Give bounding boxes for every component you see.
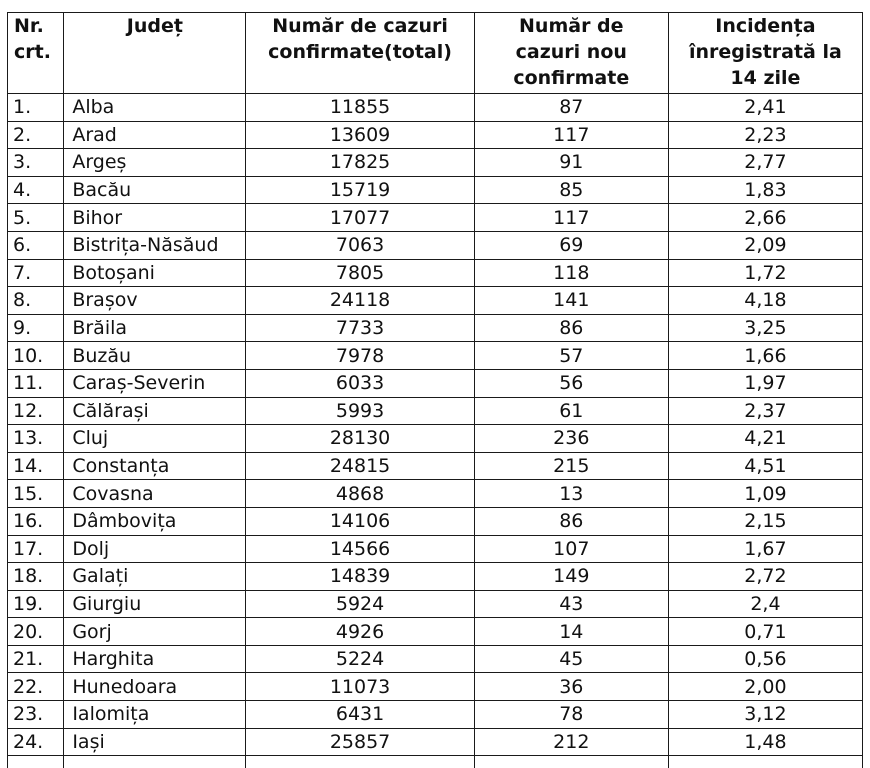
cell-judet: Brăila: [64, 314, 246, 342]
cell-incidence: 4,21: [668, 425, 862, 453]
cell-incidence: 2,00: [668, 673, 862, 701]
table-row: [8, 673, 863, 701]
cell-total-confirmed: 24118: [246, 287, 474, 315]
cell-nr: 18.: [8, 563, 64, 591]
cell-empty: [474, 756, 668, 768]
cell-judet: Constanța: [64, 452, 246, 480]
cell-total-confirmed: 28130: [246, 425, 474, 453]
cell-nr: 11.: [8, 369, 64, 397]
cell-empty: [64, 756, 246, 768]
cell-new-confirmed: 86: [474, 314, 668, 342]
cell-incidence: 1,66: [668, 342, 862, 370]
cell-judet: Hunedoara: [64, 673, 246, 701]
cell-incidence: 1,09: [668, 480, 862, 508]
header-nr-crt: [8, 13, 64, 94]
cell-judet: Cluj: [64, 425, 246, 453]
table-row: [8, 231, 863, 259]
cell-new-confirmed: 87: [474, 94, 668, 122]
cell-total-confirmed: 6431: [246, 701, 474, 729]
cell-judet: Iași: [64, 728, 246, 756]
cell-judet: Giurgiu: [64, 590, 246, 618]
table-body: [8, 94, 863, 768]
header-line: cazuri nou: [515, 41, 627, 63]
header-line: Număr de: [519, 15, 624, 37]
cell-total-confirmed: 5924: [246, 590, 474, 618]
table-row: [8, 176, 863, 204]
cell-judet: Argeș: [64, 149, 246, 177]
cell-new-confirmed: 141: [474, 287, 668, 315]
header-line: confirmate: [513, 67, 630, 89]
cell-judet: Arad: [64, 121, 246, 149]
cell-incidence: 2,15: [668, 507, 862, 535]
header-line: confirmate(total): [268, 41, 452, 63]
cell-total-confirmed: 7805: [246, 259, 474, 287]
covid-county-table: [7, 12, 863, 768]
table-row: [8, 94, 863, 122]
cell-total-confirmed: 14106: [246, 507, 474, 535]
cell-incidence: 1,67: [668, 535, 862, 563]
cell-judet: Covasna: [64, 480, 246, 508]
header-row: [8, 13, 863, 94]
cell-total-confirmed: 13609: [246, 121, 474, 149]
cell-nr: 23.: [8, 701, 64, 729]
cell-incidence: 0,56: [668, 645, 862, 673]
cell-new-confirmed: 61: [474, 397, 668, 425]
cell-nr: 12.: [8, 397, 64, 425]
cell-total-confirmed: 17825: [246, 149, 474, 177]
cell-incidence: 3,25: [668, 314, 862, 342]
cell-incidence: 1,48: [668, 728, 862, 756]
cell-new-confirmed: 118: [474, 259, 668, 287]
cell-new-confirmed: 85: [474, 176, 668, 204]
cell-new-confirmed: 117: [474, 204, 668, 232]
cell-nr: 3.: [8, 149, 64, 177]
table-header: [8, 13, 863, 94]
cell-new-confirmed: 149: [474, 563, 668, 591]
cell-judet: Alba: [64, 94, 246, 122]
cell-new-confirmed: 117: [474, 121, 668, 149]
table-row: [8, 645, 863, 673]
cell-new-confirmed: 14: [474, 618, 668, 646]
table-row: [8, 204, 863, 232]
cell-total-confirmed: 24815: [246, 452, 474, 480]
cell-nr: 22.: [8, 673, 64, 701]
table-row: [8, 701, 863, 729]
cell-new-confirmed: 91: [474, 149, 668, 177]
table-row: [8, 452, 863, 480]
cell-judet: Harghita: [64, 645, 246, 673]
cell-nr: 21.: [8, 645, 64, 673]
header-line: Incidența: [715, 15, 816, 37]
cell-total-confirmed: 17077: [246, 204, 474, 232]
cell-nr: 4.: [8, 176, 64, 204]
cell-total-confirmed: 14839: [246, 563, 474, 591]
cell-incidence: 1,72: [668, 259, 862, 287]
cell-incidence: 2,66: [668, 204, 862, 232]
cell-total-confirmed: 7733: [246, 314, 474, 342]
cell-nr: 20.: [8, 618, 64, 646]
table-row: [8, 563, 863, 591]
header-line: 14 zile: [730, 67, 801, 89]
cell-total-confirmed: 7063: [246, 231, 474, 259]
cell-incidence: 2,09: [668, 231, 862, 259]
cell-total-confirmed: 4926: [246, 618, 474, 646]
table-row: [8, 507, 863, 535]
cell-judet: Botoșani: [64, 259, 246, 287]
cell-total-confirmed: 25857: [246, 728, 474, 756]
cell-incidence: 2,41: [668, 94, 862, 122]
header-line: crt.: [14, 41, 51, 63]
cell-total-confirmed: 5993: [246, 397, 474, 425]
cell-incidence: 2,77: [668, 149, 862, 177]
cell-total-confirmed: 5224: [246, 645, 474, 673]
cell-total-confirmed: 4868: [246, 480, 474, 508]
cell-nr: 7.: [8, 259, 64, 287]
cell-new-confirmed: 212: [474, 728, 668, 756]
table-row: [8, 149, 863, 177]
cell-incidence: 4,51: [668, 452, 862, 480]
table-row: [8, 342, 863, 370]
header-judet: [64, 13, 246, 94]
cell-incidence: 2,37: [668, 397, 862, 425]
cell-empty: [8, 756, 64, 768]
cell-nr: 16.: [8, 507, 64, 535]
header-line: Nr.: [14, 15, 44, 37]
cell-nr: 10.: [8, 342, 64, 370]
cell-nr: 6.: [8, 231, 64, 259]
cell-incidence: 2,4: [668, 590, 862, 618]
cell-judet: Dolj: [64, 535, 246, 563]
cell-judet: Dâmbovița: [64, 507, 246, 535]
cell-new-confirmed: 86: [474, 507, 668, 535]
table-row: [8, 618, 863, 646]
cell-new-confirmed: 56: [474, 369, 668, 397]
header-line: Județ: [126, 15, 183, 37]
table-row: [8, 314, 863, 342]
table-row: [8, 369, 863, 397]
cell-nr: 2.: [8, 121, 64, 149]
cell-total-confirmed: 15719: [246, 176, 474, 204]
cell-incidence: 1,83: [668, 176, 862, 204]
header-line: înregistrată la: [688, 41, 842, 63]
cell-nr: 24.: [8, 728, 64, 756]
cell-new-confirmed: 57: [474, 342, 668, 370]
cell-new-confirmed: 236: [474, 425, 668, 453]
cell-total-confirmed: 14566: [246, 535, 474, 563]
table-row: [8, 259, 863, 287]
cell-nr: 5.: [8, 204, 64, 232]
cell-nr: 19.: [8, 590, 64, 618]
cell-nr: 17.: [8, 535, 64, 563]
table-row: [8, 590, 863, 618]
cell-empty: [668, 756, 862, 768]
cell-total-confirmed: 11855: [246, 94, 474, 122]
table-row: [8, 728, 863, 756]
cell-total-confirmed: 11073: [246, 673, 474, 701]
cell-new-confirmed: 45: [474, 645, 668, 673]
cell-nr: 1.: [8, 94, 64, 122]
table-row: [8, 535, 863, 563]
cell-total-confirmed: 6033: [246, 369, 474, 397]
cell-new-confirmed: 107: [474, 535, 668, 563]
cell-incidence: 4,18: [668, 287, 862, 315]
cell-nr: 13.: [8, 425, 64, 453]
cell-nr: 14.: [8, 452, 64, 480]
table-row-partial: [8, 756, 863, 768]
cell-new-confirmed: 13: [474, 480, 668, 508]
cell-nr: 9.: [8, 314, 64, 342]
cell-new-confirmed: 36: [474, 673, 668, 701]
header-new-confirmed: [474, 13, 668, 94]
header-total-confirmed: [246, 13, 474, 94]
cell-incidence: 2,23: [668, 121, 862, 149]
cell-judet: Călărași: [64, 397, 246, 425]
table-row: [8, 397, 863, 425]
cell-empty: [246, 756, 474, 768]
cell-judet: Bistrița-Năsăud: [64, 231, 246, 259]
table-row: [8, 425, 863, 453]
cell-nr: 15.: [8, 480, 64, 508]
table-row: [8, 287, 863, 315]
cell-judet: Ialomița: [64, 701, 246, 729]
cell-nr: 8.: [8, 287, 64, 315]
cell-incidence: 3,12: [668, 701, 862, 729]
cell-new-confirmed: 43: [474, 590, 668, 618]
table-row: [8, 480, 863, 508]
cell-incidence: 0,71: [668, 618, 862, 646]
cell-judet: Bihor: [64, 204, 246, 232]
cell-incidence: 2,72: [668, 563, 862, 591]
table-row: [8, 121, 863, 149]
cell-judet: Galați: [64, 563, 246, 591]
cell-judet: Buzău: [64, 342, 246, 370]
cell-total-confirmed: 7978: [246, 342, 474, 370]
cell-judet: Brașov: [64, 287, 246, 315]
cell-judet: Bacău: [64, 176, 246, 204]
cell-new-confirmed: 69: [474, 231, 668, 259]
cell-incidence: 1,97: [668, 369, 862, 397]
cell-judet: Caraș-Severin: [64, 369, 246, 397]
cell-judet: Gorj: [64, 618, 246, 646]
header-incidence-14-days: [668, 13, 862, 94]
cell-new-confirmed: 78: [474, 701, 668, 729]
cell-new-confirmed: 215: [474, 452, 668, 480]
header-line: Număr de cazuri: [272, 15, 448, 37]
